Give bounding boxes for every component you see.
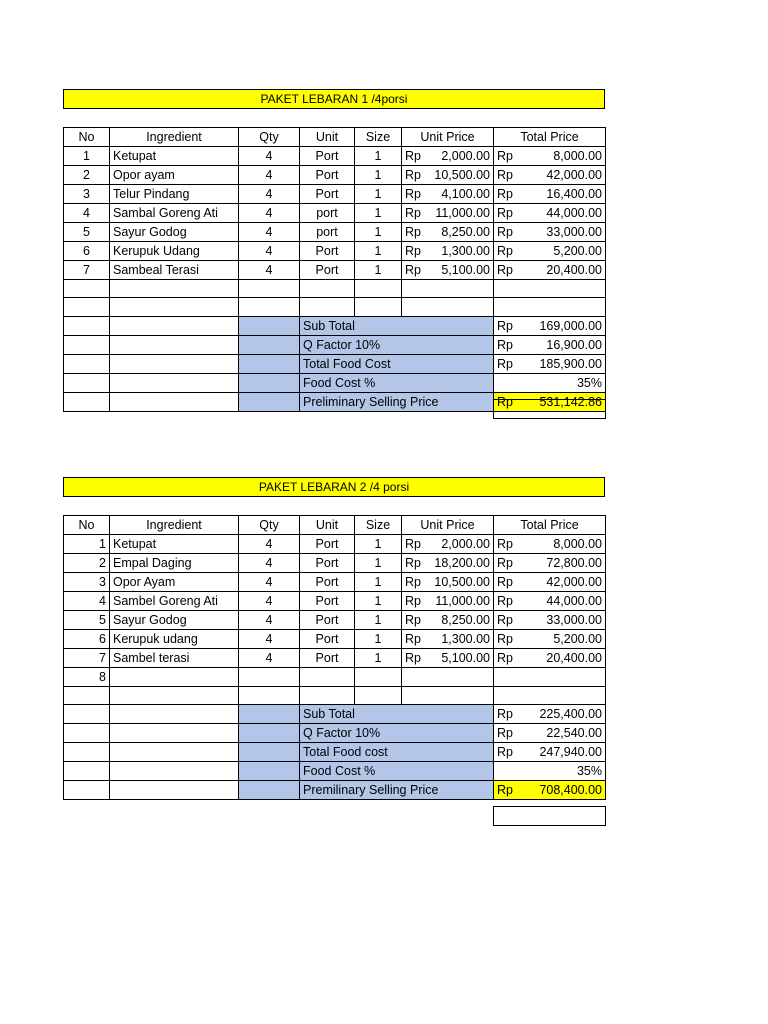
row-total-price[interactable] — [494, 261, 606, 280]
row-no[interactable]: 7 — [64, 649, 110, 668]
sub-total-label: Sub Total — [300, 316, 494, 335]
row-total-price[interactable] — [494, 242, 606, 261]
row-ingredient[interactable]: Ketupat — [110, 147, 239, 166]
table-row — [64, 242, 606, 261]
currency: Rp — [405, 149, 421, 163]
header-unit: Unit — [300, 516, 355, 535]
currency: Rp — [497, 244, 513, 258]
table-row — [64, 611, 606, 630]
row-no[interactable]: 7 — [64, 261, 110, 280]
row-no[interactable]: 2 — [64, 554, 110, 573]
row-qty[interactable]: 4 — [239, 535, 300, 554]
cell[interactable] — [110, 298, 239, 316]
amount: 5,100.00 — [441, 651, 490, 665]
row-total-price[interactable] — [494, 223, 606, 242]
header-unit-price: Unit Price — [402, 128, 494, 147]
currency: Rp — [497, 707, 513, 722]
row-qty[interactable]: 4 — [239, 185, 300, 204]
row-total-price[interactable] — [494, 630, 606, 649]
currency: Rp — [405, 206, 421, 220]
header-no: No — [64, 516, 110, 535]
table-row — [64, 573, 606, 592]
row-unit-price[interactable] — [402, 554, 494, 573]
row-total-price[interactable] — [494, 147, 606, 166]
food-cost-pct-value: 35% — [494, 373, 606, 392]
amount: 2,000.00 — [441, 537, 490, 551]
table-row — [64, 185, 606, 204]
row-ingredient[interactable]: Sayur Godog — [110, 223, 239, 242]
row-size[interactable]: 1 — [355, 592, 402, 611]
cell[interactable] — [110, 687, 239, 705]
amount: 10,500.00 — [434, 575, 490, 589]
total-food-cost-label: Total Food cost — [300, 743, 494, 762]
amount: 20,400.00 — [546, 651, 602, 665]
currency: Rp — [497, 613, 513, 627]
q-factor-value — [494, 335, 606, 354]
amount: 33,000.00 — [546, 225, 602, 239]
row-no[interactable]: 3 — [64, 573, 110, 592]
row-ingredient[interactable]: Kerupuk Udang — [110, 242, 239, 261]
q-factor-value — [494, 724, 606, 743]
q-factor-row — [64, 335, 606, 354]
currency: Rp — [497, 783, 513, 798]
currency: Rp — [497, 263, 513, 277]
cell[interactable] — [64, 335, 110, 354]
currency: Rp — [497, 206, 513, 220]
cell[interactable] — [64, 373, 110, 392]
extra-cell[interactable] — [493, 806, 606, 826]
selling-price-value — [494, 781, 606, 800]
cell[interactable] — [355, 298, 402, 316]
cell[interactable] — [239, 687, 300, 705]
currency: Rp — [405, 187, 421, 201]
table-row — [64, 223, 606, 242]
row-size[interactable]: 1 — [355, 242, 402, 261]
spacer-row — [64, 298, 606, 316]
row-qty[interactable]: 4 — [239, 261, 300, 280]
row-size[interactable]: 1 — [355, 573, 402, 592]
cell[interactable] — [239, 316, 300, 335]
currency: Rp — [497, 745, 513, 760]
cell[interactable] — [300, 668, 355, 687]
currency: Rp — [405, 651, 421, 665]
row-total-price[interactable] — [494, 535, 606, 554]
cell[interactable] — [402, 668, 494, 687]
row-size[interactable]: 1 — [355, 630, 402, 649]
amount: 1,300.00 — [441, 244, 490, 258]
amount: 8,000.00 — [553, 149, 602, 163]
amount: 5,200.00 — [553, 244, 602, 258]
cell[interactable] — [494, 298, 606, 316]
cell[interactable] — [300, 280, 355, 298]
food-cost-pct-label: Food Cost % — [300, 762, 494, 781]
amount: 16,400.00 — [546, 187, 602, 201]
cell[interactable] — [110, 316, 239, 335]
currency: Rp — [405, 263, 421, 277]
row-unit[interactable]: Port — [300, 573, 355, 592]
amount: 20,400.00 — [546, 263, 602, 277]
row-size[interactable]: 1 — [355, 535, 402, 554]
row-unit[interactable]: port — [300, 223, 355, 242]
row-size[interactable]: 1 — [355, 185, 402, 204]
row-qty[interactable]: 4 — [239, 573, 300, 592]
row-unit[interactable]: Port — [300, 261, 355, 280]
cell[interactable] — [239, 762, 300, 781]
cell[interactable] — [239, 280, 300, 298]
row-unit[interactable]: Port — [300, 630, 355, 649]
spacer-row — [64, 687, 606, 705]
cell[interactable] — [494, 668, 606, 687]
amount: 42,000.00 — [546, 168, 602, 182]
cell[interactable] — [64, 762, 110, 781]
row-total-price[interactable] — [494, 204, 606, 223]
total-food-cost-row — [64, 354, 606, 373]
cell[interactable] — [110, 373, 239, 392]
cell[interactable] — [239, 724, 300, 743]
cell[interactable] — [239, 392, 300, 411]
row-size[interactable]: 1 — [355, 261, 402, 280]
cell[interactable] — [300, 687, 355, 705]
sub-total-label: Sub Total — [300, 705, 494, 724]
header-unit-price: Unit Price — [402, 516, 494, 535]
row-unit[interactable]: Port — [300, 554, 355, 573]
row-qty[interactable]: 4 — [239, 611, 300, 630]
cell[interactable] — [402, 687, 494, 705]
total-food-cost-value — [494, 354, 606, 373]
food-cost-pct-row — [64, 373, 606, 392]
selling-price-label: Preliminary Selling Price — [300, 392, 494, 411]
row-size[interactable]: 1 — [355, 204, 402, 223]
currency: Rp — [497, 149, 513, 163]
currency: Rp — [405, 556, 421, 570]
total-food-cost-label: Total Food Cost — [300, 354, 494, 373]
cell[interactable] — [110, 335, 239, 354]
row-total-price[interactable] — [494, 573, 606, 592]
cell[interactable] — [239, 781, 300, 800]
row-total-price[interactable] — [494, 592, 606, 611]
currency: Rp — [405, 537, 421, 551]
currency: Rp — [405, 594, 421, 608]
currency: Rp — [497, 556, 513, 570]
currency: Rp — [497, 337, 513, 352]
ingredient-table — [63, 515, 606, 800]
row-qty[interactable]: 4 — [239, 649, 300, 668]
amount: 22,540.00 — [546, 726, 602, 741]
amount: 5,100.00 — [441, 263, 490, 277]
food-cost-pct-label: Food Cost % — [300, 373, 494, 392]
cell[interactable] — [64, 280, 110, 298]
currency: Rp — [497, 537, 513, 551]
header-unit: Unit — [300, 128, 355, 147]
food-cost-pct-row — [64, 762, 606, 781]
row-qty[interactable]: 4 — [239, 554, 300, 573]
cell[interactable] — [110, 280, 239, 298]
currency: Rp — [497, 356, 513, 371]
cell[interactable] — [110, 354, 239, 373]
row-unit[interactable]: Port — [300, 147, 355, 166]
ingredient-table — [63, 127, 606, 412]
currency: Rp — [497, 575, 513, 589]
cell[interactable] — [239, 705, 300, 724]
currency: Rp — [405, 225, 421, 239]
row-no[interactable]: 1 — [64, 535, 110, 554]
amount: 169,000.00 — [539, 318, 602, 333]
row-total-price[interactable] — [494, 554, 606, 573]
currency: Rp — [497, 394, 513, 409]
row-ingredient[interactable]: Sambeal Terasi — [110, 261, 239, 280]
amount: 8,250.00 — [441, 225, 490, 239]
header-total-price: Total Price — [494, 128, 606, 147]
currency: Rp — [497, 726, 513, 741]
cell[interactable] — [110, 781, 239, 800]
row-size[interactable]: 1 — [355, 166, 402, 185]
row-unit-price[interactable] — [402, 242, 494, 261]
row-ingredient[interactable]: Empal Daging — [110, 554, 239, 573]
row-total-price[interactable] — [494, 166, 606, 185]
row-unit-price[interactable] — [402, 204, 494, 223]
row-unit[interactable]: Port — [300, 611, 355, 630]
currency: Rp — [497, 318, 513, 333]
table-row — [64, 630, 606, 649]
header-ingredient: Ingredient — [110, 516, 239, 535]
row-total-price[interactable] — [494, 649, 606, 668]
row-size[interactable]: 1 — [355, 611, 402, 630]
q-factor-label: Q Factor 10% — [300, 335, 494, 354]
header-qty: Qty — [239, 516, 300, 535]
row-ingredient[interactable]: Opor ayam — [110, 166, 239, 185]
row-ingredient[interactable]: Telur Pindang — [110, 185, 239, 204]
currency: Rp — [497, 594, 513, 608]
row-unit-price[interactable] — [402, 223, 494, 242]
row-size[interactable]: 1 — [355, 554, 402, 573]
row-no[interactable]: 6 — [64, 242, 110, 261]
currency: Rp — [497, 168, 513, 182]
cell[interactable] — [64, 687, 110, 705]
cell[interactable] — [64, 298, 110, 316]
amount: 1,300.00 — [441, 632, 490, 646]
cell[interactable] — [355, 280, 402, 298]
table-row — [64, 649, 606, 668]
row-ingredient[interactable]: Sayur Godog — [110, 611, 239, 630]
currency: Rp — [497, 187, 513, 201]
row-unit-price[interactable] — [402, 630, 494, 649]
row-qty[interactable]: 4 — [239, 592, 300, 611]
sub-total-row — [64, 316, 606, 335]
amount: 708,400.00 — [539, 783, 602, 798]
amount: 185,900.00 — [539, 356, 602, 371]
cell[interactable] — [110, 668, 239, 687]
row-no[interactable]: 6 — [64, 630, 110, 649]
cell[interactable] — [239, 335, 300, 354]
table-row — [64, 535, 606, 554]
row-unit[interactable]: Port — [300, 166, 355, 185]
header-no: No — [64, 128, 110, 147]
amount: 16,900.00 — [546, 337, 602, 352]
row-unit[interactable]: Port — [300, 535, 355, 554]
amount: 42,000.00 — [546, 575, 602, 589]
cell[interactable] — [239, 743, 300, 762]
row-ingredient[interactable]: Opor Ayam — [110, 573, 239, 592]
table-row — [64, 668, 606, 687]
cell[interactable] — [402, 280, 494, 298]
row-unit-price[interactable] — [402, 573, 494, 592]
total-food-cost-value — [494, 743, 606, 762]
empty-row — [64, 280, 606, 298]
row-ingredient[interactable]: Ketupat — [110, 535, 239, 554]
table-title: PAKET LEBARAN 2 /4 porsi — [63, 477, 605, 497]
row-unit[interactable]: Port — [300, 649, 355, 668]
cell[interactable] — [300, 298, 355, 316]
amount: 18,200.00 — [434, 556, 490, 570]
table-row — [64, 261, 606, 280]
row-no[interactable]: 2 — [64, 166, 110, 185]
cell[interactable] — [64, 781, 110, 800]
header-size: Size — [355, 128, 402, 147]
cell[interactable] — [494, 687, 606, 705]
cell[interactable] — [64, 705, 110, 724]
row-unit[interactable]: Port — [300, 592, 355, 611]
row-qty[interactable]: 4 — [239, 242, 300, 261]
row-unit-price[interactable] — [402, 147, 494, 166]
q-factor-row — [64, 724, 606, 743]
row-size[interactable]: 1 — [355, 223, 402, 242]
header-total-price: Total Price — [494, 516, 606, 535]
sub-total-row — [64, 705, 606, 724]
row-qty[interactable]: 4 — [239, 223, 300, 242]
row-no[interactable]: 8 — [64, 668, 110, 687]
amount: 44,000.00 — [546, 206, 602, 220]
row-unit[interactable]: Port — [300, 185, 355, 204]
row-size[interactable]: 1 — [355, 147, 402, 166]
row-unit-price[interactable] — [402, 611, 494, 630]
row-unit[interactable]: Port — [300, 242, 355, 261]
amount: 5,200.00 — [553, 632, 602, 646]
amount: 531,142.86 — [539, 394, 602, 409]
cell[interactable] — [239, 354, 300, 373]
currency: Rp — [405, 632, 421, 646]
header-qty: Qty — [239, 128, 300, 147]
table-row — [64, 554, 606, 573]
currency: Rp — [497, 651, 513, 665]
row-ingredient[interactable]: Sambel Goreng Ati — [110, 592, 239, 611]
cell[interactable] — [355, 687, 402, 705]
row-qty[interactable]: 4 — [239, 630, 300, 649]
row-no[interactable]: 4 — [64, 204, 110, 223]
cell[interactable] — [64, 392, 110, 411]
table-row — [64, 204, 606, 223]
sub-total-value — [494, 316, 606, 335]
row-no[interactable]: 5 — [64, 223, 110, 242]
currency: Rp — [405, 168, 421, 182]
cell[interactable] — [494, 280, 606, 298]
cell[interactable] — [64, 316, 110, 335]
cell[interactable] — [239, 373, 300, 392]
row-total-price[interactable] — [494, 611, 606, 630]
row-unit-price[interactable] — [402, 185, 494, 204]
row-total-price[interactable] — [494, 185, 606, 204]
table-row — [64, 147, 606, 166]
cell[interactable] — [355, 668, 402, 687]
row-unit-price[interactable] — [402, 592, 494, 611]
row-qty[interactable]: 4 — [239, 147, 300, 166]
row-no[interactable]: 3 — [64, 185, 110, 204]
row-no[interactable]: 1 — [64, 147, 110, 166]
header-row — [64, 516, 606, 535]
row-ingredient[interactable]: Kerupuk udang — [110, 630, 239, 649]
row-unit-price[interactable] — [402, 261, 494, 280]
amount: 4,100.00 — [441, 187, 490, 201]
food-cost-pct-value: 35% — [494, 762, 606, 781]
currency: Rp — [497, 225, 513, 239]
selling-price-row — [64, 781, 606, 800]
row-ingredient[interactable]: Sambel terasi — [110, 649, 239, 668]
q-factor-label: Q Factor 10% — [300, 724, 494, 743]
selling-price-label: Premilinary Selling Price — [300, 781, 494, 800]
cell[interactable] — [239, 298, 300, 316]
row-size[interactable]: 1 — [355, 649, 402, 668]
table-title: PAKET LEBARAN 1 /4porsi — [63, 89, 605, 109]
cell[interactable] — [110, 392, 239, 411]
cell[interactable] — [64, 724, 110, 743]
sub-total-value — [494, 705, 606, 724]
amount: 44,000.00 — [546, 594, 602, 608]
row-qty[interactable]: 4 — [239, 166, 300, 185]
row-qty[interactable]: 4 — [239, 204, 300, 223]
header-size: Size — [355, 516, 402, 535]
currency: Rp — [405, 575, 421, 589]
header-row — [64, 128, 606, 147]
amount: 11,000.00 — [435, 594, 490, 608]
extra-cell[interactable] — [493, 399, 606, 419]
row-ingredient[interactable]: Sambal Goreng Ati — [110, 204, 239, 223]
table-row — [64, 166, 606, 185]
amount: 225,400.00 — [539, 707, 602, 722]
cell[interactable] — [110, 705, 239, 724]
amount: 2,000.00 — [441, 149, 490, 163]
amount: 33,000.00 — [546, 613, 602, 627]
amount: 8,250.00 — [441, 613, 490, 627]
cell[interactable] — [110, 743, 239, 762]
row-unit-price[interactable] — [402, 535, 494, 554]
row-unit-price[interactable] — [402, 166, 494, 185]
cell[interactable] — [64, 354, 110, 373]
row-no[interactable]: 5 — [64, 611, 110, 630]
currency: Rp — [497, 632, 513, 646]
amount: 10,500.00 — [434, 168, 490, 182]
row-unit[interactable]: port — [300, 204, 355, 223]
cell[interactable] — [110, 762, 239, 781]
cell[interactable] — [110, 724, 239, 743]
amount: 11,000.00 — [435, 206, 490, 220]
total-food-cost-row — [64, 743, 606, 762]
row-no[interactable]: 4 — [64, 592, 110, 611]
header-ingredient: Ingredient — [110, 128, 239, 147]
currency: Rp — [405, 244, 421, 258]
amount: 8,000.00 — [553, 537, 602, 551]
cell[interactable] — [239, 668, 300, 687]
amount: 247,940.00 — [539, 745, 602, 760]
amount: 72,800.00 — [546, 556, 602, 570]
cell[interactable] — [402, 298, 494, 316]
row-unit-price[interactable] — [402, 649, 494, 668]
currency: Rp — [405, 613, 421, 627]
table-row — [64, 592, 606, 611]
cell[interactable] — [64, 743, 110, 762]
